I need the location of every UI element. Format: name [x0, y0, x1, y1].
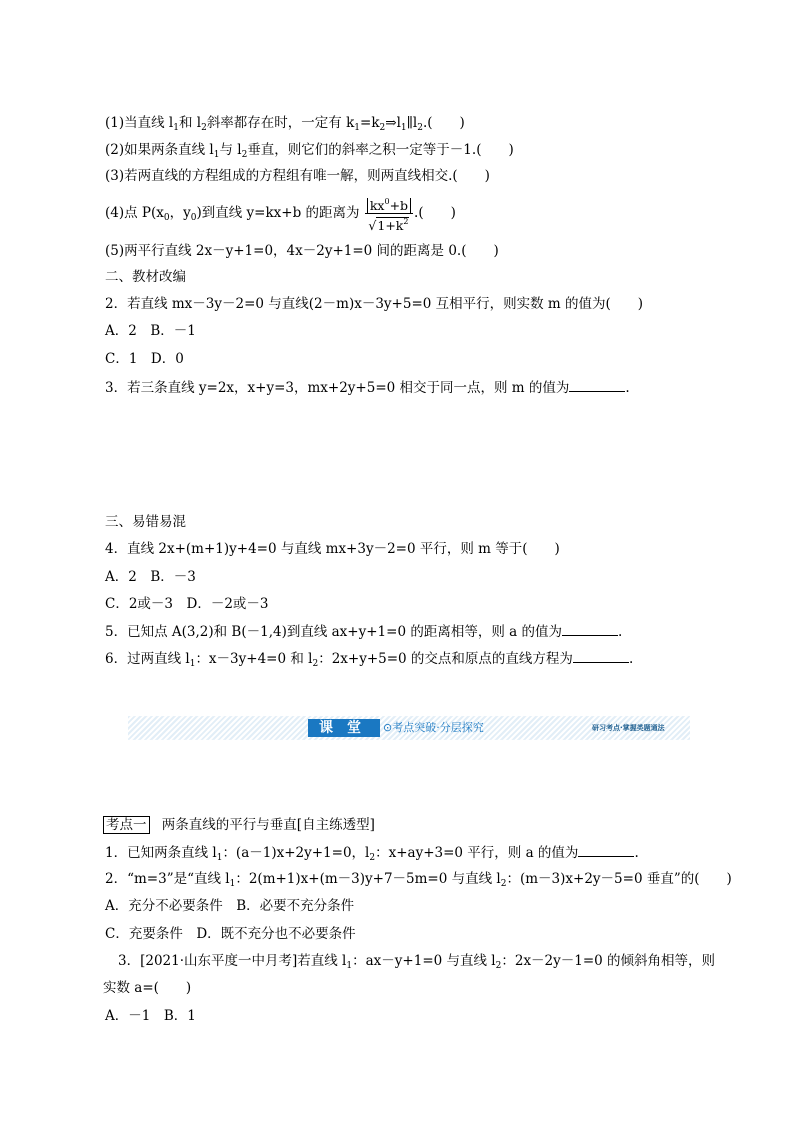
topic-1-title: 两条直线的平行与垂直[自主练透型]	[161, 817, 375, 833]
topic-label-box: 考点一	[103, 816, 150, 834]
distance-fraction: $\frac{kx^0+b}{√1+k^2}$	[365, 194, 413, 233]
topic-1-heading	[103, 816, 375, 834]
banner-right-text: 研习考点·掌握类题通法	[592, 724, 665, 732]
problem-2-options-cd: C．1 D．0	[105, 351, 184, 367]
section-banner	[128, 706, 690, 750]
problem-3-stem: 3．若三条直线 y=2x，x+y=3，mx+2y+5=0 相交于同一点，则 m 的值为 .	[105, 380, 630, 396]
statement-3: (3)若两直线的方程组成的方程组有唯一解，则两直线相交.( )	[105, 168, 490, 184]
answer-blank	[569, 378, 625, 392]
section-3-title: 三、易错易混	[105, 514, 186, 530]
statement-2: (2)如果两条直线 $l_1$与 $l_2$垂直，则它们的斜率之积一定等于－1.( )	[105, 142, 514, 160]
problem-2-stem: 2．若直线 mx－3y－2=0 与直线(2－m)x－3y+5=0 互相平行，则实数 m 的值为( )	[105, 296, 644, 312]
problem-5-stem: 5．已知点 A(3,2)和 B(－1,4)到直线 ax+y+1=0 的距离相等，则 a 的值为 .	[105, 624, 623, 640]
statement-4: (4)点 $P(x_0$，$y_0$)到直线 y=kx+b 的距离为 $\frac{kx^0+b}{√1+k^2}$ .( )	[105, 194, 456, 233]
topic-problem-2: 2．“m=3”是“直线 $l_1$：2(m+1)x+(m－3)y+7－5m=0 与直线 $l_2$：(m－3)x+2y－5=0 垂直”的( )	[105, 871, 732, 889]
answer-blank	[562, 622, 618, 636]
section-2-title: 二、教材改编	[105, 269, 186, 285]
problem-2-options-ab: A．2 B．－1	[105, 323, 196, 339]
topic-problem-3-line2: 实数 a=( )	[103, 980, 192, 996]
statement-1: (1)当直线 $l_1$和 $l_2$斜率都存在时，一定有 $k_1=k_2\Rightarrow l_1\parallel l_2$.( )	[105, 115, 465, 133]
problem-4-options-cd: C．2或－3 D．－2或－3	[105, 596, 269, 612]
topic-problem-1: 1．已知两条直线 $l_1$：(a－1)x+2y+1=0，$l_2$：x+ay+3=0 平行，则 a 的值为 .	[105, 845, 639, 863]
statement-5: (5)两平行直线 2x－y+1=0，4x－2y+1=0 间的距离是 0.( )	[105, 243, 499, 259]
problem-4-options-ab: A．2 B．－3	[105, 569, 196, 585]
problem-6-stem: 6．过两直线 $l_1$：x－3y+4=0 和 $l_2$：2x+y+5=0 的交点和原点的直线方程为 .	[105, 651, 634, 669]
topic-problem-3-options-ab: A．－1 B．1	[105, 1008, 196, 1024]
answer-blank	[573, 649, 629, 663]
answer-blank	[578, 843, 634, 857]
problem-4-stem: 4．直线 2x+(m+1)y+4=0 与直线 mx+3y－2=0 平行，则 m 等于( )	[105, 541, 560, 557]
topic-problem-2-options-cd: C．充要条件 D．既不充分也不必要条件	[105, 926, 356, 942]
banner-subtitle: ⊙考点突破·分层探究	[383, 721, 484, 734]
banner-tag: 课堂	[308, 719, 380, 737]
topic-problem-3: 3．[2021·山东平度一中月考]若直线 $l_1$：ax－y+1=0 与直线 $l_2$：2x－2y－1=0 的倾斜角相等，则	[118, 953, 716, 971]
topic-problem-2-options-ab: A．充分不必要条件 B．必要不充分条件	[105, 898, 355, 914]
